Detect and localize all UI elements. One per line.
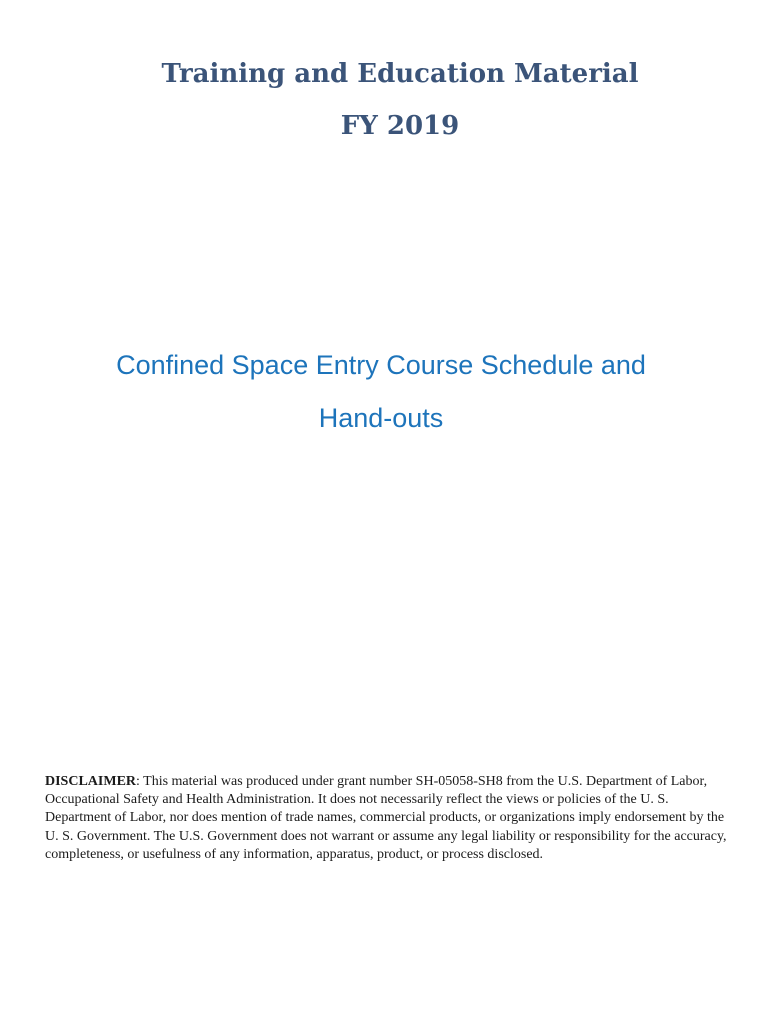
- page-title: Training and Education Material: [161, 59, 639, 89]
- disclaimer-paragraph: [45, 773, 730, 864]
- disclaimer-text: : This material was produced under grant number SH-05058-SH8 from the U.S. Department of Labor, Occupational Safety and Health Administration. It does not necessarily reflect the views or policies of the U. S. Department of Labor, nor does mention of trade names, commercial products, or organizations imply endorsement by the U. S. Government. The U.S. Government does not warrant or assume any legal liability or responsibility for the accuracy, completeness, or usefulness of any information, apparatus, product, or process disclosed.: [45, 774, 727, 862]
- document-title-line-2: Hand-outs: [318, 403, 444, 433]
- disclaimer-label: DISCLAIMER: [45, 774, 137, 789]
- fiscal-year: FY 2019: [340, 111, 460, 141]
- document-title-line-1: Confined Space Entry Course Schedule and: [116, 350, 646, 380]
